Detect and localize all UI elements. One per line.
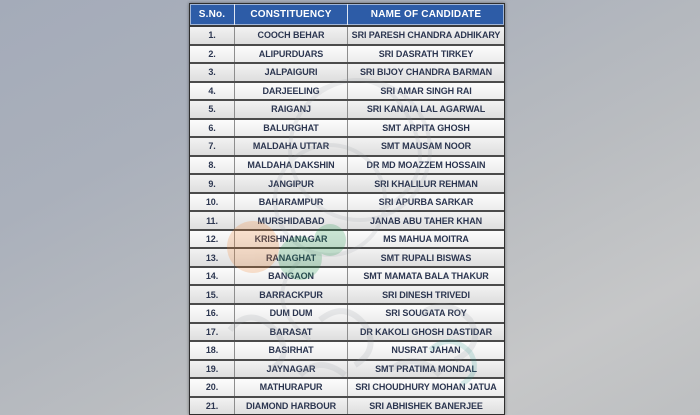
cell-sno: 3.	[190, 64, 235, 81]
cell-constituency: BARASAT	[235, 324, 348, 341]
table-row	[190, 247, 504, 266]
table-row	[190, 340, 504, 359]
cell-constituency: DUM DUM	[235, 305, 348, 322]
cell-constituency: BASIRHAT	[235, 342, 348, 359]
cell-sno: 16.	[190, 305, 235, 322]
cell-sno: 9.	[190, 175, 235, 192]
cell-candidate: MS MAHUA MOITRA	[348, 231, 504, 248]
table-row	[190, 322, 504, 341]
cell-constituency: BARRACKPUR	[235, 286, 348, 303]
cell-constituency: MALDAHA DAKSHIN	[235, 157, 348, 174]
table-row	[190, 81, 504, 100]
cell-constituency: COOCH BEHAR	[235, 27, 348, 44]
header-sno: S.No.	[190, 4, 235, 25]
cell-sno: 5.	[190, 101, 235, 118]
table-row	[190, 173, 504, 192]
cell-constituency: JALPAIGURI	[235, 64, 348, 81]
cell-candidate: DR MD MOAZZEM HOSSAIN	[348, 157, 504, 174]
cell-sno: 12.	[190, 231, 235, 248]
cell-candidate: SRI DINESH TRIVEDI	[348, 286, 504, 303]
cell-constituency: DIAMOND HARBOUR	[235, 398, 348, 415]
cell-sno: 2.	[190, 46, 235, 63]
cell-constituency: JANGIPUR	[235, 175, 348, 192]
table-row	[190, 266, 504, 285]
header-candidate: NAME OF CANDIDATE	[370, 9, 482, 20]
cell-constituency: BALURGHAT	[235, 120, 348, 137]
header-constituency: CONSTITUENCY	[235, 4, 348, 25]
cell-sno: 13.	[190, 249, 235, 266]
table-row	[190, 303, 504, 322]
cell-candidate: SRI KANAIA LAL AGARWAL	[348, 101, 504, 118]
cell-constituency: MATHURAPUR	[235, 379, 348, 396]
cell-sno: 14.	[190, 268, 235, 285]
table-row	[190, 118, 504, 137]
cell-constituency: DARJEELING	[235, 83, 348, 100]
cell-candidate: SRI SOUGATA ROY	[348, 305, 504, 322]
cell-sno: 18.	[190, 342, 235, 359]
cell-sno: 4.	[190, 83, 235, 100]
cell-sno: 17.	[190, 324, 235, 341]
table-row	[190, 396, 504, 415]
cell-candidate: JANAB ABU TAHER KHAN	[348, 212, 504, 229]
cell-constituency: RAIGANJ	[235, 101, 348, 118]
cell-sno: 15.	[190, 286, 235, 303]
cell-sno: 10.	[190, 194, 235, 211]
table-row	[190, 377, 504, 396]
cell-candidate: SMT RUPALI BISWAS	[348, 249, 504, 266]
table-row	[190, 99, 504, 118]
cell-candidate: SMT MAUSAM NOOR	[348, 138, 504, 155]
cell-constituency: BAHARAMPUR	[235, 194, 348, 211]
cell-candidate: SRI DASRATH TIRKEY	[348, 46, 504, 63]
cell-constituency: RANAGHAT	[235, 249, 348, 266]
cell-constituency: KRISHNANAGAR	[235, 231, 348, 248]
table-row	[190, 229, 504, 248]
cell-constituency: BANGAON	[235, 268, 348, 285]
cell-sno: 1.	[190, 27, 235, 44]
cell-sno: 20.	[190, 379, 235, 396]
table-row	[190, 27, 504, 44]
cell-constituency: ALIPURDUARS	[235, 46, 348, 63]
cell-sno: 8.	[190, 157, 235, 174]
table-row	[190, 359, 504, 378]
cell-sno: 21.	[190, 398, 235, 415]
table-body	[190, 27, 504, 414]
cell-candidate: SMT PRATIMA MONDAL	[348, 361, 504, 378]
cell-sno: 6.	[190, 120, 235, 137]
candidate-table	[189, 3, 505, 415]
cell-candidate: SRI ABHISHEK BANERJEE	[348, 398, 504, 415]
table-row	[190, 192, 504, 211]
table-row	[190, 62, 504, 81]
cell-constituency: MALDAHA UTTAR	[235, 138, 348, 155]
table-row	[190, 210, 504, 229]
cell-sno: 19.	[190, 361, 235, 378]
cell-candidate: NUSRAT JAHAN	[348, 342, 504, 359]
cell-constituency: JAYNAGAR	[235, 361, 348, 378]
table-header-row	[190, 4, 504, 27]
table-row	[190, 155, 504, 174]
cell-sno: 7.	[190, 138, 235, 155]
table-row	[190, 284, 504, 303]
cell-candidate: SMT MAMATA BALA THAKUR	[348, 268, 504, 285]
table-row	[190, 44, 504, 63]
cell-candidate: SMT ARPITA GHOSH	[348, 120, 504, 137]
cell-candidate: DR KAKOLI GHOSH DASTIDAR	[348, 324, 504, 341]
cell-candidate: SRI BIJOY CHANDRA BARMAN	[348, 64, 504, 81]
cell-candidate: SRI CHOUDHURY MOHAN JATUA	[348, 379, 504, 396]
cell-candidate: SRI KHALILUR REHMAN	[348, 175, 504, 192]
cell-candidate: SRI PARESH CHANDRA ADHIKARY	[348, 27, 504, 44]
cell-constituency: MURSHIDABAD	[235, 212, 348, 229]
cell-candidate: SRI APURBA SARKAR	[348, 194, 504, 211]
cell-sno: 11.	[190, 212, 235, 229]
table-row	[190, 136, 504, 155]
cell-candidate: SRI AMAR SINGH RAI	[348, 83, 504, 100]
